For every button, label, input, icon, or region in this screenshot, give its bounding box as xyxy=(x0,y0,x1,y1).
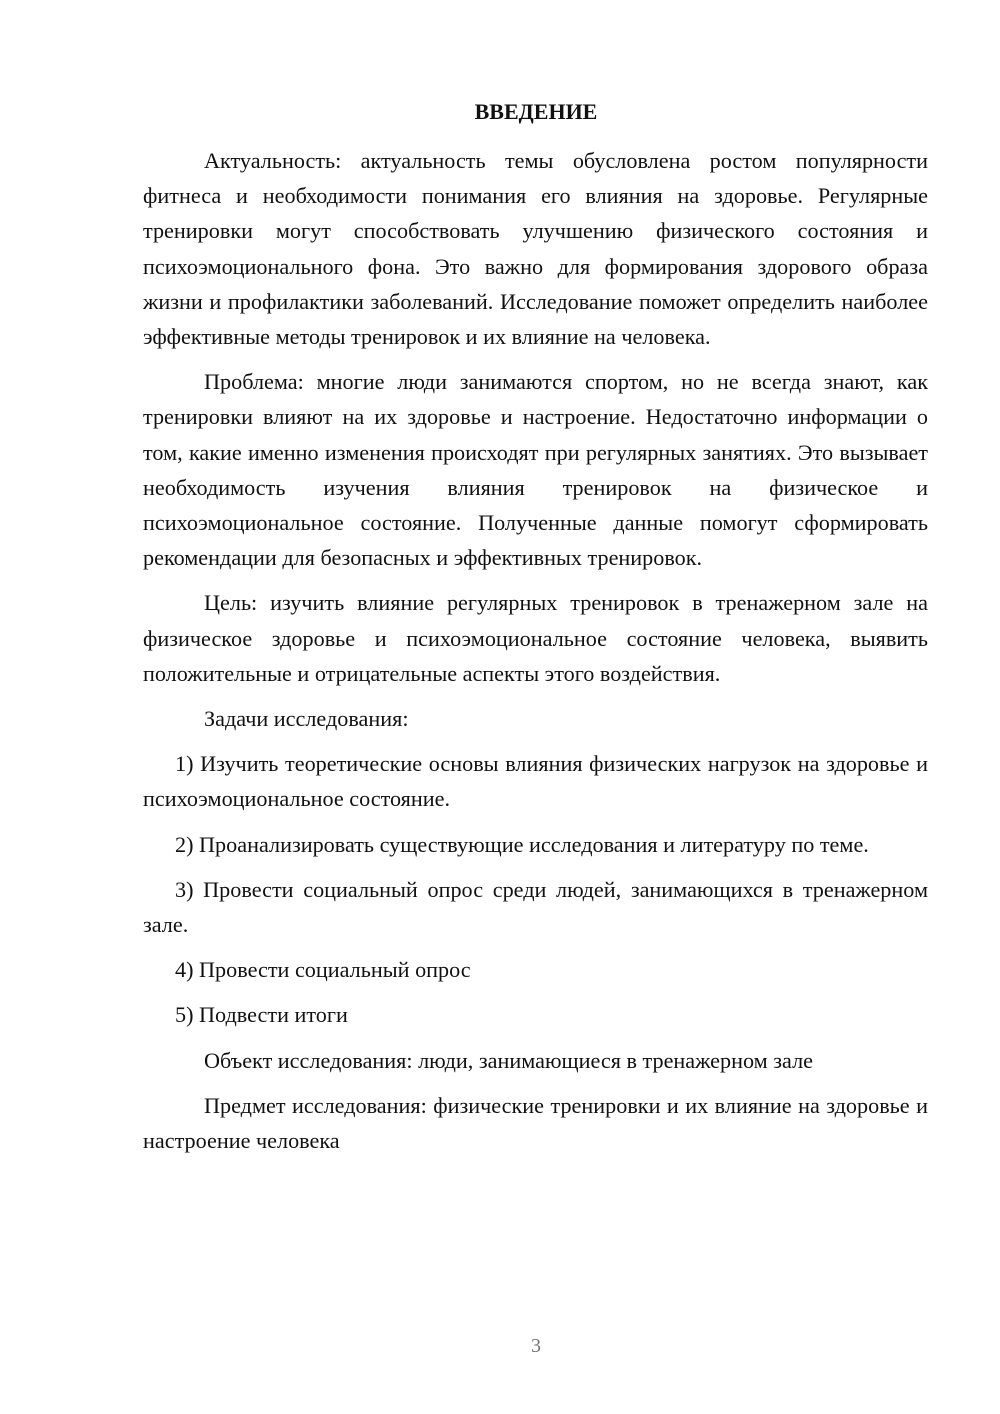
paragraph-goal: Цель: изучить влияние регулярных тренировок в тренажерном зале на физическое здоровье и психоэмоциональное состояние человека, выявить положительные и отрицательные аспекты этого воздействия. xyxy=(143,590,928,686)
paragraph-tasks-heading: Задачи исследования: xyxy=(204,706,409,732)
paragraph-relevance: Актуальность: актуальность темы обусловлена ростом популярности фитнеса и необходимости понимания его влияния на здоровье. Регулярные тренировки могут способствовать улучшению физического состояния и психоэмоционального фона. Это важно для формирования здорового образа жизни и профилактики заболеваний. Исследование поможет определить наиболее эффективные методы тренировок и их влияние на человека. xyxy=(143,148,928,350)
page-number: 3 xyxy=(531,1335,541,1357)
paragraph-subject: Предмет исследования: физические тренировки и их влияние на здоровье и настроение человека xyxy=(143,1092,928,1154)
document-body xyxy=(143,143,928,1158)
list-item-task-5: 5) Подвести итоги xyxy=(175,1002,348,1028)
paragraph-object: Объект исследования: люди, занимающиеся в тренажерном зале xyxy=(204,1047,813,1073)
list-item-task-2: 2) Проанализировать существующие исследования и литературу по теме. xyxy=(175,831,869,857)
paragraph-problem: Проблема: многие люди занимаются спортом, но не всегда знают, как тренировки влияют на их здоровье и настроение. Недостаточно информации о том, какие именно изменения происходят при регулярных занятиях. Это вызывает необходимость изучения влияния тренировок на физическое и психоэмоциональное состояние. Полученные данные помогут сформировать рекомендации для безопасных и эффективных тренировок. xyxy=(143,369,928,571)
page-title: ВВЕДЕНИЕ xyxy=(474,99,598,124)
list-item-task-3: 3) Провести социальный опрос среди людей, занимающихся в тренажерном зале. xyxy=(143,876,928,938)
list-item-task-1: 1) Изучить теоретические основы влияния физических нагрузок на здоровье и психоэмоциональное состояние. xyxy=(143,751,928,812)
list-item-task-4: 4) Провести социальный опрос xyxy=(175,957,471,983)
